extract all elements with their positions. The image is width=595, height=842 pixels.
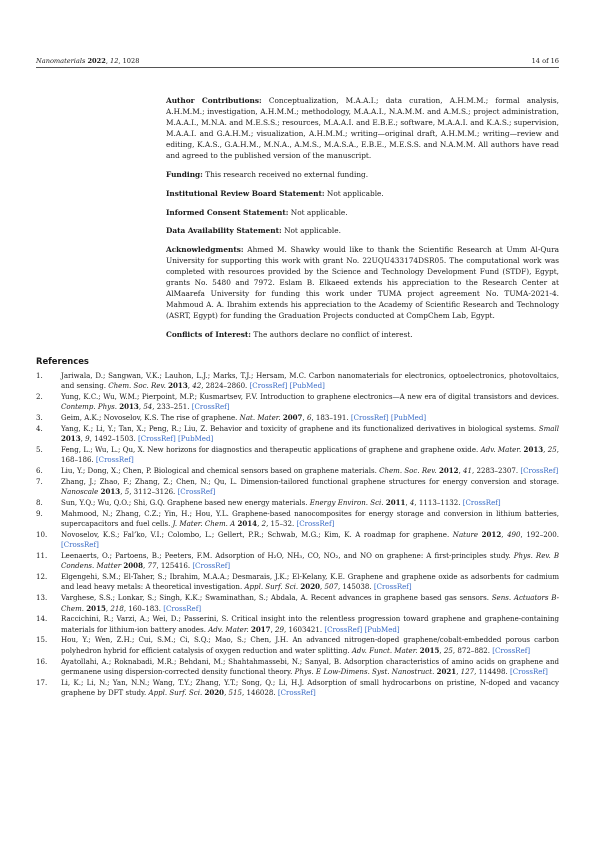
back-matter-text: Not applicable. — [290, 207, 348, 217]
reference-volume: 41 — [463, 466, 473, 476]
reference-pages: , 233–251. — [152, 402, 190, 412]
reference-journal: Contemp. Phys. — [61, 402, 117, 412]
reference-journal: Adv. Mater. — [480, 445, 522, 455]
reference-year: 2020 — [204, 687, 225, 697]
reference-year: 2007 — [282, 413, 303, 423]
reference-item: 16. Ayatollahi, A.; Roknabadi, M.R.; Behdani, M.; Shahtahmassebi, N.; Sanyal, B. Adsorption characteristics of amino acids on graphene and germanene using dispersion-corrected density functional theory. Phys. E Low-Dimens. Syst. Nanostruct. 2021, 127, 114498. [CrossRef] — [36, 656, 559, 676]
reference-authors-title: Sun, Y.Q.; Wu, Q.O.; Shi, G.Q. Graphene based new energy materials. — [61, 498, 308, 508]
reference-journal: Nature — [452, 529, 479, 539]
reference-list — [36, 371, 559, 698]
reference-pages: , 145038. — [337, 582, 372, 592]
reference-year: 2015 — [86, 603, 106, 613]
reference-journal: Chem. Soc. Rev. — [379, 466, 437, 476]
crossref-link[interactable]: [CrossRef] — [249, 381, 288, 391]
crossref-link[interactable]: [CrossRef] — [520, 466, 559, 476]
reference-journal: Nanoscale — [61, 487, 99, 497]
journal-volume: 12 — [110, 57, 119, 65]
reference-authors-title: Geim, A.K.; Novoselov, K.S. The rise of graphene. — [61, 413, 238, 423]
reference-number: 8. — [36, 498, 43, 508]
back-matter-paragraph — [166, 207, 559, 218]
reference-authors-title: Jariwala, D.; Sangwan, V.K.; Lauhon, L.J.; Marks, T.J.; Hersam, M.C. Carbon nanomaterials for electronics, optoelectronics, photovoltaics, and sensing. — [61, 371, 559, 391]
reference-item: 1. Jariwala, D.; Sangwan, V.K.; Lauhon, L.J.; Marks, T.J.; Hersam, M.C. Carbon nanomaterials for electronics, optoelectronics, photovoltaics, and sensing. Chem. Soc. Rev. 2013, 42, 2824–2860. [CrossRef] [PubMed] — [36, 371, 559, 391]
reference-volume: 218 — [110, 603, 124, 613]
reference-item: 3. Geim, A.K.; Novoselov, K.S. The rise of graphene. Nat. Mater. 2007, 6, 183–191. [CrossRef] [PubMed] — [36, 413, 427, 423]
reference-journal: Adv. Mater. — [208, 624, 249, 634]
reference-pages: , 1113–1132. — [414, 498, 461, 508]
journal-name: Nanomaterials — [36, 57, 86, 65]
reference-authors-title: Zhang, J.; Zhao, F.; Zhang, Z.; Chen, N.; Qu, L. Dimension-tailored functional graphene structures for energy conversion and storage. — [61, 476, 559, 486]
reference-number: 15. — [36, 635, 48, 645]
reference-number: 5. — [36, 445, 43, 455]
crossref-link[interactable]: [CrossRef] — [350, 413, 389, 423]
reference-number: 9. — [36, 508, 43, 518]
reference-journal: Phys. Rev. B Condens. Matter — [61, 551, 559, 571]
back-matter-text: Ahmed M. Shawky would like to thank the Scientific Research at Umm Al-Qura University for supporting this work with grant No. 22UQU433174DSR05. The computational work was completed with resources provided by the Science and Technology Development Fund (STDF), Egypt, grants No. 5480 and 7972. Eslam B. Elkaeed extends his appreciation to the Research Center at AlMaarefa University for funding this work under TUMA project agreement No. TUMA-2021-4. Mahmoud A. A. Ibrahim extends his appreciation to the Academy of Scientific Research and Technology (ASRT, Egypt) for funding the Graduation Projects conducted at CompChem Lab, Egypt. — [166, 244, 559, 321]
reference-year: 2020 — [300, 582, 321, 592]
reference-item: 2. Yung, K.C.; Wu, W.M.; Pierpoint, M.P.; Kusmartsev, F.V. Introduction to graphene electronics—A new era of digital transistors and devices. Contemp. Phys. 2013, 54, 233–251. [CrossRef] — [36, 392, 559, 412]
reference-volume: 127 — [460, 666, 475, 676]
crossref-link[interactable]: [CrossRef] — [277, 687, 316, 697]
reference-number: 10. — [36, 529, 48, 539]
back-matter-text: Conceptualization, M.A.A.I.; data curation, A.H.M.M.; formal analysis, A.H.M.M.; investigation, A.H.M.M.; methodology, M.A.A.I., N.A.M.M. and A.M.S.; project administration, M.A.A.I., M.N.A. and M.E.S.S.; resources, M.A.A.I. and E.B.E.; software, M.A.A.I. and K.A.S.; supervision, M.A.A.I. and G.A.H.M.; visualization, A.H.M.M.; writing—original draft, A.H.M.M.; writing—review and editing, K.A.S., G.A.H.M., M.N.A., A.M.S., M.A.S.A., E.B.E., M.E.S.S. and N.A.M.M. All authors have read and agreed to the published version of the manuscript. — [166, 96, 560, 161]
reference-journal: Phys. E Low-Dimens. Syst. Nanostruct. — [294, 666, 435, 676]
crossref-link[interactable]: [CrossRef] — [510, 666, 548, 676]
back-matter-paragraph — [166, 329, 559, 340]
back-matter-text: Not applicable. — [326, 188, 384, 198]
reference-authors-title: Feng, L.; Wu, L.; Qu, X. New horizons for diagnostics and therapeutic applications of graphene and graphene oxide. — [61, 445, 479, 455]
reference-item: 12. Elgengehi, S.M.; El-Taher, S.; Ibrahim, M.A.A.; Desmarais, J.K.; El-Kelany, K.E. Graphene and graphene oxide as adsorbents for cadmium and lead heavy metals: A theoretical investigation. Appl. Surf. Sci. 2020, 507, 145038. [CrossRef] — [36, 572, 559, 592]
reference-authors-title: Yang, K.; Li, Y.; Tan, X.; Peng, R.; Liu, Z. Behavior and toxicity of graphene and its functionalized derivatives in biological systems. — [61, 423, 537, 433]
back-matter-label: Institutional Review Board Statement: — [166, 188, 325, 198]
reference-pages: , 168–186. — [61, 445, 559, 465]
reference-pages: , 125416. — [156, 561, 191, 571]
reference-item: 15. Hou, Y.; Wen, Z.H.; Cui, S.M.; Ci, S.Q.; Mao, S.; Chen, J.H. An advanced nitrogen-doped graphene/cobalt-embedded porous carbon polyhedron hybrid for efficient catalysis of oxygen reduction and water splitting. Adv. Funct. Mater. 2015, 25, 872–882. [CrossRef] — [36, 635, 559, 655]
journal-citation: Nanomaterials 2022, 12, 1028 — [36, 57, 140, 65]
reference-year: 2013 — [100, 487, 121, 497]
crossref-link[interactable]: [CrossRef] — [61, 540, 99, 550]
crossref-link[interactable]: [CrossRef] — [191, 402, 230, 412]
reference-volume: 9 — [85, 434, 90, 444]
reference-year: 2008 — [123, 561, 143, 571]
reference-journal: Chem. Soc. Rev. — [108, 381, 166, 391]
pubmed-link[interactable]: [PubMed] — [364, 624, 400, 634]
reference-pages: , 1603421. — [284, 624, 323, 634]
page-number: 14 of 16 — [531, 57, 559, 65]
crossref-link[interactable]: [CrossRef] — [95, 455, 134, 465]
reference-number: 11. — [36, 551, 48, 561]
reference-number: 13. — [36, 593, 48, 603]
reference-pages: , 2283–2307. — [472, 466, 519, 476]
reference-authors-title: Novoselov, K.S.; Fal’ko, V.I.; Colombo, L.; Gellert, P.R.; Schwab, M.G.; Kim, K. A roadmap for graphene. — [61, 529, 450, 539]
back-matter-label: Funding: — [166, 170, 203, 180]
reference-pages: , 146028. — [242, 687, 276, 697]
reference-item: 4. Yang, K.; Li, Y.; Tan, X.; Peng, R.; Liu, Z. Behavior and toxicity of graphene and its functionalized derivatives in biological systems. Small 2013, 9, 1492–1503. [CrossRef] [PubMed] — [36, 423, 559, 444]
back-matter-label: Conflicts of Interest: — [166, 330, 251, 340]
reference-year: 2013 — [168, 381, 188, 391]
reference-volume: 5 — [124, 487, 130, 497]
reference-year: 2013 — [61, 434, 81, 444]
reference-volume: 2 — [261, 519, 267, 529]
reference-authors-title: Raccichini, R.; Varzi, A.; Wei, D.; Passerini, S. Critical insight into the relentless progression toward graphene and graphene-containing materials for lithium-ion battery anodes. — [61, 614, 559, 634]
back-matter-text: Not applicable. — [284, 226, 341, 236]
reference-pages: , 872–882. — [452, 645, 491, 655]
crossref-link[interactable]: [CrossRef] — [296, 519, 335, 529]
back-matter-label: Data Availability Statement: — [166, 226, 282, 236]
references-section — [36, 356, 559, 699]
article-number: 1028 — [122, 57, 140, 65]
pubmed-link[interactable]: [PubMed] — [289, 381, 325, 391]
back-matter-text: This research received no external funding. — [205, 170, 369, 180]
reference-authors-title: Mahmood, N.; Zhang, C.Z.; Yin, H.; Hou, Y.L. Graphene-based nanocomposites for energy storage and conversion in lithium batteries, supercapacitors and fuel cells. — [61, 508, 559, 529]
back-matter-paragraph — [166, 225, 559, 236]
reference-year: 2012 — [481, 529, 502, 539]
reference-journal: Appl. Surf. Sci. — [148, 687, 203, 697]
reference-pages: , 15–32. — [266, 519, 295, 529]
crossref-link[interactable]: [CrossRef] — [373, 582, 412, 592]
crossref-link[interactable]: [CrossRef] — [492, 645, 531, 655]
reference-pages: , 114498. — [474, 666, 508, 676]
reference-volume: 42 — [192, 381, 202, 391]
running-header — [36, 57, 559, 65]
reference-number: 7. — [36, 476, 43, 486]
crossref-link[interactable]: [CrossRef] — [177, 487, 216, 497]
reference-number: 2. — [36, 392, 43, 402]
back-matter-label: Acknowledgments: — [166, 244, 244, 254]
reference-journal: Small — [538, 423, 559, 433]
reference-volume: 507 — [324, 582, 338, 592]
reference-journal: Nat. Mater. — [239, 413, 281, 423]
reference-volume: 515 — [228, 687, 242, 697]
reference-volume: 29 — [275, 624, 285, 634]
reference-volume: 54 — [143, 402, 153, 412]
reference-item: 13. Varghese, S.S.; Lonkar, S.; Singh, K.K.; Swaminathan, S.; Abdala, A. Recent advances in graphene based gas sensors. Sens. Actuators B-Chem. 2015, 218, 160–183. [CrossRef] — [36, 593, 559, 613]
reference-volume: 25 — [443, 645, 453, 655]
reference-authors-title: Varghese, S.S.; Lonkar, S.; Singh, K.K.; Swaminathan, S.; Abdala, A. Recent advances in graphene based gas sensors. — [61, 593, 489, 603]
reference-journal: Sens. Actuators B-Chem. — [61, 593, 559, 613]
back-matter-label: Author Contributions: — [166, 96, 262, 105]
reference-journal: Energy Environ. Sci. — [309, 498, 384, 508]
crossref-link[interactable]: [CrossRef] — [192, 561, 231, 571]
reference-volume: 77 — [147, 561, 157, 571]
pubmed-link[interactable]: [PubMed] — [178, 434, 214, 444]
reference-item: 7. Zhang, J.; Zhao, F.; Zhang, Z.; Chen, N.; Qu, L. Dimension-tailored functional graphene structures for energy conversion and storage. Nanoscale 2013, 5, 3112–3126. [CrossRef] — [36, 476, 559, 497]
reference-volume: 490 — [507, 529, 521, 539]
reference-pages: , 2824–2860. — [201, 381, 248, 391]
reference-item: 5. Feng, L.; Wu, L.; Qu, X. New horizons for diagnostics and therapeutic applications of graphene and graphene oxide. Adv. Mater. 2013, 25, 168–186. [CrossRef] — [36, 445, 559, 465]
reference-number: 16. — [36, 656, 48, 666]
reference-year: 2013 — [119, 402, 139, 412]
reference-number: 12. — [36, 572, 48, 582]
reference-authors-title: Leenaerts, O.; Partoens, B.; Peeters, F.M. Adsorption of H₂O, NH₃, CO, NO₂, and NO on graphene: A first-principles study. — [61, 551, 511, 561]
back-matter-paragraph — [166, 188, 559, 199]
reference-number: 6. — [36, 466, 43, 476]
reference-pages: , 183–191. — [311, 413, 349, 423]
reference-number: 4. — [36, 423, 43, 433]
reference-pages: , 3112–3126. — [129, 487, 176, 497]
reference-number: 17. — [36, 677, 48, 687]
crossref-link[interactable]: [CrossRef] — [163, 603, 202, 613]
reference-authors-title: Ayatollahi, A.; Roknabadi, M.R.; Behdani, M.; Shahtahmassebi, N.; Sanyal, B. Adsorption characteristics of amino acids on graphene and germanene using dispersion-corrected density functional theory. — [61, 656, 559, 676]
back-matter-label: Informed Consent Statement: — [166, 207, 289, 217]
reference-year: 2014 — [237, 519, 258, 529]
reference-number: 3. — [36, 413, 43, 423]
reference-authors-title: Yung, K.C.; Wu, W.M.; Pierpoint, M.P.; Kusmartsev, F.V. Introduction to graphene electronics—A new era of digital transistors and devices. — [61, 392, 559, 402]
back-matter-paragraph — [166, 244, 559, 322]
back-matter-paragraph — [166, 169, 559, 180]
back-matter-text: The authors declare no conflict of interest. — [253, 330, 413, 340]
reference-item: 6. Liu, Y.; Dong, X.; Chen, P. Biological and chemical sensors based on graphene materials. Chem. Soc. Rev. 2012, 41, 2283–2307. [CrossRef] — [36, 466, 559, 476]
reference-journal: Appl. Surf. Sci. — [244, 582, 299, 592]
reference-item: 14. Raccichini, R.; Varzi, A.; Wei, D.; Passerini, S. Critical insight into the relentless progression toward graphene and graphene-containing materials for lithium-ion battery anodes. Adv. Mater. 2017, 29, 1603421. [CrossRef] [PubMed] — [36, 614, 559, 634]
reference-item: 9. Mahmood, N.; Zhang, C.Z.; Yin, H.; Hou, Y.L. Graphene-based nanocomposites for energy storage and conversion in lithium batteries, supercapacitors and fuel cells. J. Mater. Chem. A 2014, 2, 15–32. [CrossRef] — [36, 508, 559, 529]
reference-authors-title: Hou, Y.; Wen, Z.H.; Cui, S.M.; Ci, S.Q.; Mao, S.; Chen, J.H. An advanced nitrogen-doped graphene/cobalt-embedded porous carbon polyhedron hybrid for efficient catalysis of oxygen reduction and water splitting. — [61, 635, 559, 655]
reference-authors-title: Li, K.; Li, N.; Yan, N.N.; Wang, T.Y.; Zhang, Y.T.; Song, Q.; Li, H.J. Adsorption of small hydrocarbons on pristine, N-doped and vacancy graphene by DFT study. — [61, 677, 559, 697]
reference-authors-title: Liu, Y.; Dong, X.; Chen, P. Biological and chemical sensors based on graphene materials. — [61, 466, 377, 476]
reference-pages: , 1492–1503. — [89, 434, 136, 444]
reference-number: 14. — [36, 614, 48, 624]
reference-journal: Adv. Funct. Mater. — [351, 645, 418, 655]
reference-year: 2012 — [438, 466, 459, 476]
reference-volume: 4 — [409, 498, 415, 508]
reference-year: 2013 — [523, 445, 544, 455]
reference-number: 1. — [36, 371, 43, 380]
header-rule — [36, 67, 559, 68]
crossref-link[interactable]: [CrossRef] — [462, 498, 501, 508]
reference-item: 11. Leenaerts, O.; Partoens, B.; Peeters, F.M. Adsorption of H₂O, NH₃, CO, NO₂, and NO on graphene: A first-principles study. Phys. Rev. B Condens. Matter 2008, 77, 125416. [CrossRef] — [36, 551, 559, 571]
reference-item: 8. Sun, Y.Q.; Wu, Q.O.; Shi, G.Q. Graphene based new energy materials. Energy Environ. Sci. 2011, 4, 1113–1132. [CrossRef] — [36, 498, 501, 508]
references-heading: References — [36, 356, 89, 366]
reference-year: 2021 — [436, 666, 457, 676]
reference-year: 2011 — [385, 498, 406, 508]
reference-volume: 6 — [306, 413, 312, 423]
reference-volume: 25 — [547, 445, 557, 455]
reference-journal: J. Mater. Chem. A — [172, 519, 236, 529]
reference-item: 17. Li, K.; Li, N.; Yan, N.N.; Wang, T.Y.; Zhang, Y.T.; Song, Q.; Li, H.J. Adsorption of small hydrocarbons on pristine, N-doped and vacancy graphene by DFT study. Appl. Surf. Sci. 2020, 515, 146028. [CrossRef] — [36, 677, 559, 697]
reference-pages: , 160–183. — [123, 603, 161, 613]
reference-pages: , 192–200. — [520, 529, 559, 539]
back-matter-paragraph — [166, 95, 559, 162]
reference-year: 2017 — [250, 624, 271, 634]
reference-item: 10. Novoselov, K.S.; Fal’ko, V.I.; Colombo, L.; Gellert, P.R.; Schwab, M.G.; Kim, K. A roadmap for graphene. Nature 2012, 490, 192–200. [CrossRef] — [36, 529, 559, 550]
reference-year: 2015 — [419, 645, 440, 655]
journal-year: 2022 — [87, 57, 106, 65]
reference-authors-title: Elgengehi, S.M.; El-Taher, S.; Ibrahim, M.A.A.; Desmarais, J.K.; El-Kelany, K.E. Graphene and graphene oxide as adsorbents for cadmium and lead heavy metals: A theoretical investigation. — [61, 572, 559, 592]
pubmed-link[interactable]: [PubMed] — [390, 413, 427, 423]
crossref-link[interactable]: [CrossRef] — [324, 624, 363, 634]
back-matter-section — [166, 95, 559, 348]
crossref-link[interactable]: [CrossRef] — [137, 434, 176, 444]
